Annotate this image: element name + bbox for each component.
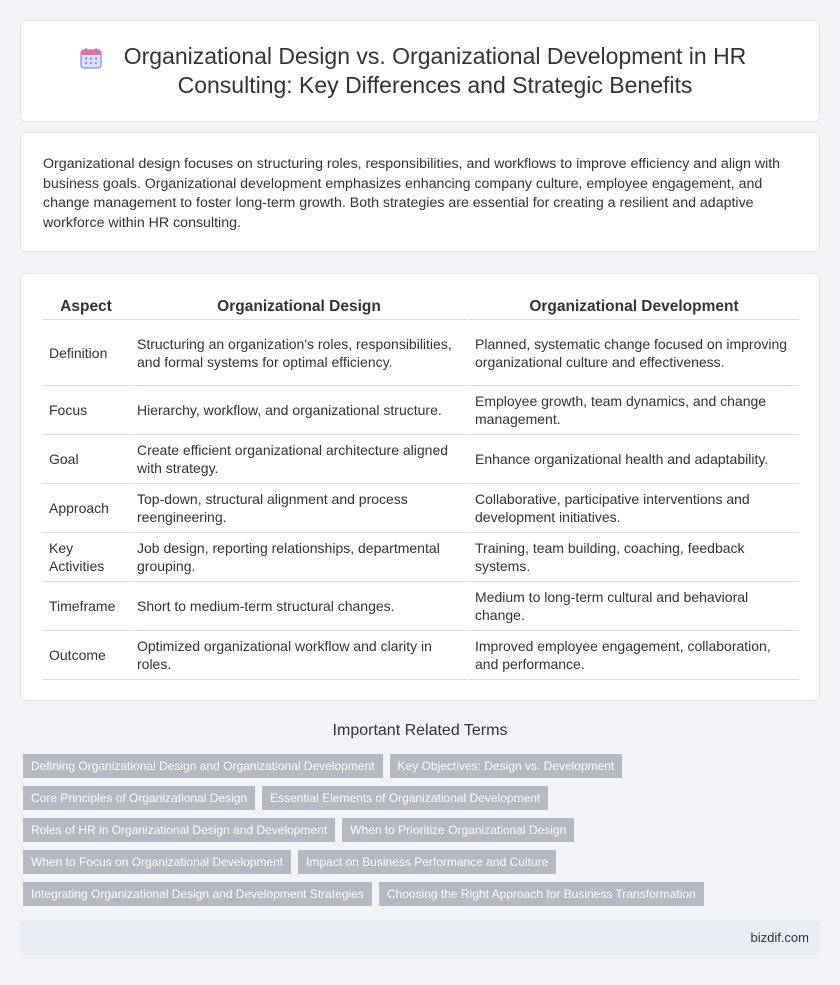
cell-design: Optimized organizational workflow and clarity in roles. <box>131 631 469 680</box>
cell-design: Top-down, structural alignment and process reengineering. <box>131 484 469 533</box>
table-row <box>43 386 799 435</box>
cell-aspect: Approach <box>43 484 131 533</box>
related-term-tag[interactable]: Essential Elements of Organizational Development <box>262 786 548 810</box>
cell-development: Collaborative, participative interventions and development initiatives. <box>469 484 799 533</box>
cell-aspect: Definition <box>43 320 131 386</box>
related-term-tag[interactable]: Key Objectives: Design vs. Development <box>390 754 623 778</box>
cell-development: Planned, systematic change focused on improving organizational culture and effectiveness. <box>469 320 799 386</box>
comparison-table-card <box>20 273 820 701</box>
table-row <box>43 320 799 386</box>
cell-aspect: Outcome <box>43 631 131 680</box>
header-aspect: Aspect <box>43 294 131 320</box>
cell-development: Training, team building, coaching, feedback systems. <box>469 533 799 582</box>
cell-development: Improved employee engagement, collaboration, and performance. <box>469 631 799 680</box>
related-term-tag[interactable]: When to Prioritize Organizational Design <box>342 818 574 842</box>
intro-text: Organizational design focuses on structuring roles, responsibilities, and workflows to improve efficiency and align with business goals. Organizational development emphasizes enhancing company culture, employee engagement, and change management to foster long-term growth. Both strategies are essential for creating a resilient and adaptive workforce within HR consulting. <box>43 156 781 231</box>
table-row <box>43 582 799 631</box>
cell-aspect: Timeframe <box>43 582 131 631</box>
related-term-tag[interactable]: Choosing the Right Approach for Business Transformation <box>379 882 704 906</box>
cell-development: Employee growth, team dynamics, and change management. <box>469 386 799 435</box>
cell-design: Job design, reporting relationships, departmental grouping. <box>131 533 469 582</box>
cell-design: Short to medium-term structural changes. <box>131 582 469 631</box>
related-term-tag[interactable]: Roles of HR in Organizational Design and Development <box>23 818 335 842</box>
related-term-tag[interactable]: Defining Organizational Design and Organizational Development <box>23 754 383 778</box>
table-row <box>43 484 799 533</box>
footer-brand-link[interactable]: bizdif.com <box>750 930 809 945</box>
table-row <box>43 533 799 582</box>
comparison-table <box>43 294 799 680</box>
cell-development: Medium to long-term cultural and behavioral change. <box>469 582 799 631</box>
cell-design: Hierarchy, workflow, and organizational structure. <box>131 386 469 435</box>
related-term-tag[interactable]: When to Focus on Organizational Development <box>23 850 291 874</box>
header-development: Organizational Development <box>469 294 799 320</box>
table-header-row <box>43 294 799 320</box>
footer <box>20 921 820 955</box>
related-term-tag[interactable]: Impact on Business Performance and Culture <box>298 850 556 874</box>
intro-card <box>20 132 820 252</box>
related-term-tag[interactable]: Core Principles of Organizational Design <box>23 786 255 810</box>
header-design: Organizational Design <box>131 294 469 320</box>
cell-aspect: Goal <box>43 435 131 484</box>
related-term-tag[interactable]: Integrating Organizational Design and Development Strategies <box>23 882 372 906</box>
related-terms-heading: Important Related Terms <box>332 722 508 739</box>
cell-development: Enhance organizational health and adaptability. <box>469 435 799 484</box>
cell-aspect: Focus <box>43 386 131 435</box>
related-terms-list <box>23 754 823 914</box>
cell-aspect: Key Activities <box>43 533 131 582</box>
cell-design: Create efficient organizational architecture aligned with strategy. <box>131 435 469 484</box>
cell-design: Structuring an organization's roles, responsibilities, and formal systems for optimal efficiency. <box>131 320 469 386</box>
header-card <box>20 20 820 122</box>
table-row <box>43 631 799 680</box>
table-row <box>43 435 799 484</box>
page-title: Organizational Design vs. Organizational Development in HR Consulting: Key Differences and Strategic Benefits <box>123 43 747 98</box>
